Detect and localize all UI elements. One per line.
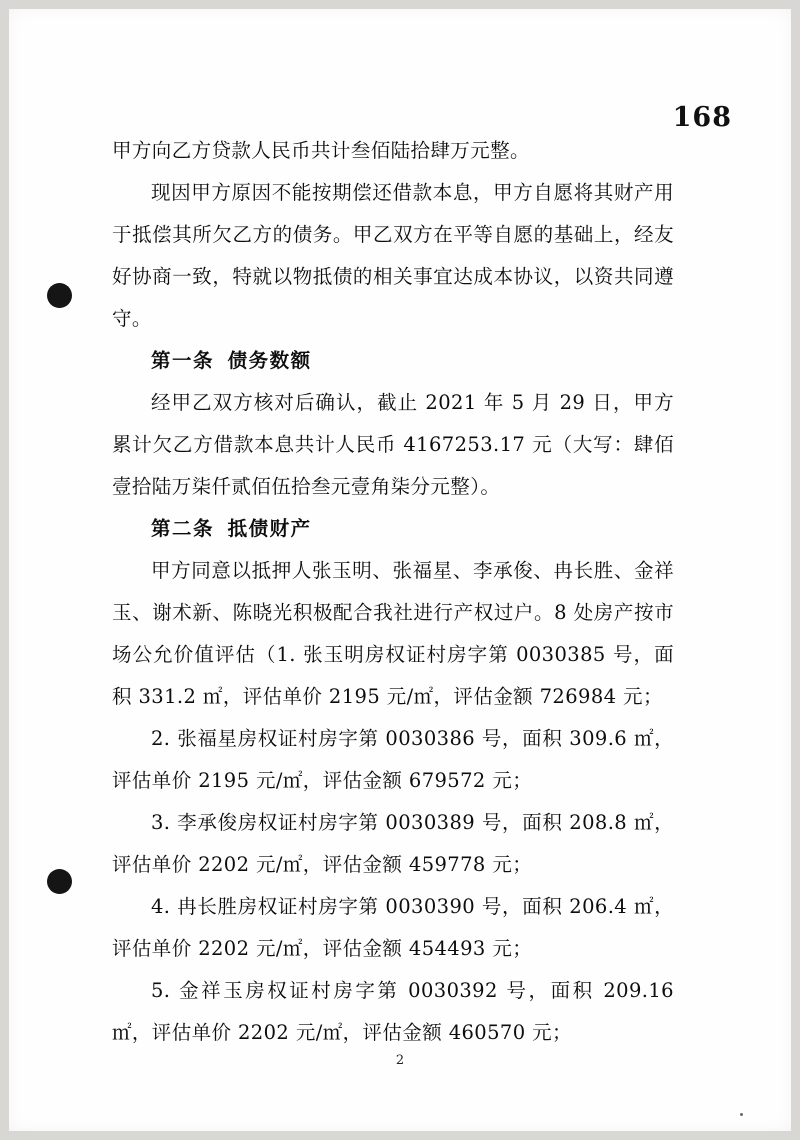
property-item-2: 2. 张福星房权证村房字第 0030386 号，面积 309.6 ㎡，评估单价 2195 元/㎡，评估金额 679572 元； (112, 727, 674, 792)
document-body (112, 130, 674, 1054)
article-two-body: 甲方同意以抵押人张玉明、张福星、李承俊、冉长胜、金祥玉、谢术新、陈晓光积极配合我社进行产权过户。8 处房产按市场公允价值评估（1. 张玉明房权证村房字第 0030385 号，面积 331.2 ㎡，评估单价 2195 元/㎡，评估金额 726984 元； (112, 559, 674, 708)
article-two-heading (112, 508, 674, 550)
property-item-4: 4. 冉长胜房权证村房字第 0030390 号，面积 206.4 ㎡，评估单价 2202 元/㎡，评估金额 454493 元； (112, 895, 674, 960)
article-one-body: 经甲乙双方核对后确认，截止 2021 年 5 月 29 日，甲方累计欠乙方借款本息共计人民币 4167253.17 元（大写：肆佰壹拾陆万柒仟贰佰伍拾叁元壹角柒分元整）。 (112, 391, 674, 498)
article-one-heading (112, 340, 674, 382)
paragraph-loan-total: 甲方向乙方贷款人民币共计叁佰陆拾肆万元整。 (112, 139, 530, 162)
article-one-label: 第一条 (151, 349, 215, 372)
property-item-5: 5. 金祥玉房权证村房字第 0030392 号，面积 209.16 ㎡，评估单价 2202 元/㎡，评估金额 460570 元； (112, 979, 674, 1044)
footer-page-number: 2 (395, 1053, 405, 1068)
scan-speck (740, 1113, 743, 1116)
stamped-page-number: 168 (672, 102, 732, 133)
property-item-3: 3. 李承俊房权证村房字第 0030389 号，面积 208.8 ㎡，评估单价 2202 元/㎡，评估金额 459778 元； (112, 811, 674, 876)
article-two-title: 抵债财产 (227, 517, 312, 540)
paragraph-background: 现因甲方原因不能按期偿还借款本息，甲方自愿将其财产用于抵偿其所欠乙方的债务。甲乙双方在平等自愿的基础上，经友好协商一致，特就以物抵债的相关事宜达成本协议，以资共同遵守。 (112, 181, 674, 330)
article-two-label: 第二条 (151, 517, 215, 540)
article-one-title: 债务数额 (227, 349, 312, 372)
binding-hole-mark-top (47, 283, 72, 308)
binding-hole-mark-bottom (47, 869, 72, 894)
